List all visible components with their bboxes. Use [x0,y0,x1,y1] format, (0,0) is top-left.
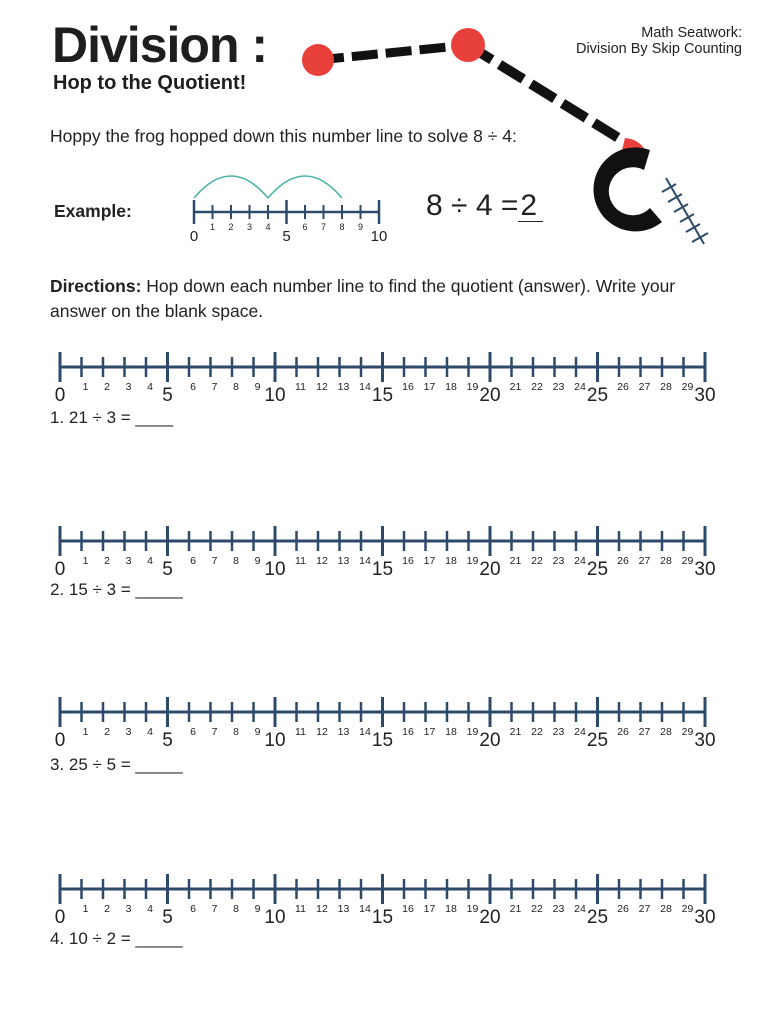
number-line-1-label-12: 12 [316,381,328,393]
number-line-3 [50,690,720,755]
hop-arc-1 [194,176,268,198]
number-line-4-label-7: 7 [211,903,218,915]
number-line-2-label-9: 9 [254,555,261,567]
number-line-4-label-13: 13 [337,903,350,915]
problem-2: 2. 15 ÷ 3 = _____ [50,580,183,599]
number-line-1-label-8: 8 [233,381,239,393]
example-label: Example: [54,201,132,221]
example-number-line-label-2: 2 [228,222,234,232]
example-number-line-label-0: 0 [189,228,199,245]
number-line-1-label-13: 13 [337,381,350,393]
number-line-2-label-29: 29 [681,555,694,567]
number-line-4-label-27: 27 [638,903,651,915]
number-line-3-label-21: 21 [509,726,522,738]
number-line-2-label-0: 0 [54,559,66,580]
number-line-4-label-3: 3 [125,903,132,915]
seatwork-line-2: Division By Skip Counting [575,41,742,57]
example-equation [426,189,543,223]
number-line-1-label-26: 26 [617,381,629,393]
example-number-line-label-8: 8 [339,222,345,232]
frog-toe-ruler [666,178,704,244]
number-line-2-label-12: 12 [316,555,328,567]
number-line-2-label-3: 3 [125,555,132,567]
number-line-2-label-14: 14 [359,555,371,567]
number-line-2-label-13: 13 [337,555,350,567]
number-line-4-label-19: 19 [466,903,479,915]
number-line-4-label-16: 16 [402,903,414,915]
number-line-1-label-5: 5 [162,385,173,406]
number-line-2-label-19: 19 [466,555,479,567]
number-line-2-label-20: 20 [479,559,501,580]
number-line-3-label-20: 20 [479,730,501,751]
hop-arc-2 [268,176,342,198]
number-line-3-label-16: 16 [402,726,414,738]
page-subtitle: Hop to the Quotient! [53,72,247,94]
example-number-line-label-9: 9 [357,222,364,232]
number-line-2-label-30: 30 [694,559,716,580]
frog-foot-c [593,147,662,231]
number-line-1-label-15: 15 [371,385,394,406]
number-line-2-label-16: 16 [402,555,414,567]
number-line-2-label-22: 22 [531,555,543,567]
number-line-2-label-1: 1 [82,555,89,567]
directions-text [50,274,710,324]
number-line-4-label-18: 18 [445,903,457,915]
number-line-2-label-6: 6 [190,555,196,567]
number-line-1-label-20: 20 [479,385,501,406]
number-line-1-label-0: 0 [54,385,66,406]
page-title: Division : [52,17,268,73]
directions-lead: Directions: [50,276,142,296]
number-line-1-label-3: 3 [125,381,132,393]
number-line-4-label-29: 29 [681,903,694,915]
number-line-1-label-1: 1 [82,381,89,393]
number-line-3-label-19: 19 [466,726,479,738]
number-line-4-label-24: 24 [574,903,586,915]
example-number-line-label-5: 5 [282,228,291,245]
intro-text: Hoppy the frog hopped down this number line to solve 8 ÷ 4: [50,126,517,146]
number-line-1-label-21: 21 [509,381,522,393]
number-line-3-label-13: 13 [337,726,350,738]
number-line-3-label-0: 0 [54,730,66,751]
number-line-3-label-15: 15 [371,730,394,751]
seatwork-line-1: Math Seatwork: [641,25,742,41]
example-number-line-label-4: 4 [265,222,271,232]
number-line-4 [50,867,720,932]
number-line-4-label-22: 22 [531,903,543,915]
number-line-3-label-18: 18 [445,726,457,738]
number-line-1-label-25: 25 [586,385,609,406]
number-line-4-label-25: 25 [586,907,609,928]
number-line-3-label-11: 11 [295,726,306,738]
number-line-1-label-16: 16 [402,381,414,393]
number-line-1-label-11: 11 [295,381,306,393]
number-line-2-label-8: 8 [233,555,239,567]
number-line-3-label-5: 5 [162,730,173,751]
number-line-3-label-24: 24 [574,726,586,738]
number-line-3-label-2: 2 [104,726,110,738]
number-line-1-label-28: 28 [660,381,672,393]
number-line-3-label-17: 17 [423,726,436,738]
leg-joint-dot-1 [302,44,334,76]
number-line-2-label-10: 10 [264,559,286,580]
number-line-2-label-2: 2 [104,555,110,567]
example-number-line-label-10: 10 [370,228,388,245]
number-line-3-label-25: 25 [586,730,609,751]
number-line-3-label-7: 7 [211,726,218,738]
number-line-1-label-19: 19 [466,381,479,393]
number-line-3-label-8: 8 [233,726,239,738]
number-line-2-label-25: 25 [586,559,609,580]
number-line-1-label-24: 24 [574,381,586,393]
number-line-4-label-26: 26 [617,903,629,915]
example-answer: 2 [518,191,543,222]
number-line-3-label-6: 6 [190,726,196,738]
number-line-4-label-12: 12 [316,903,328,915]
number-line-1-label-18: 18 [445,381,457,393]
number-line-3-label-30: 30 [694,730,716,751]
number-line-1-label-7: 7 [211,381,218,393]
number-line-1-label-6: 6 [190,381,196,393]
leg-dash-1 [318,45,468,60]
number-line-4-label-8: 8 [233,903,239,915]
number-line-1-label-9: 9 [254,381,261,393]
number-line-4-label-30: 30 [694,907,716,928]
number-line-2-label-4: 4 [147,555,153,567]
number-line-3-label-9: 9 [254,726,261,738]
number-line-4-label-15: 15 [371,907,394,928]
number-line-4-label-1: 1 [82,903,89,915]
number-line-4-label-21: 21 [509,903,522,915]
number-line-4-label-0: 0 [54,907,66,928]
number-line-4-label-28: 28 [660,903,672,915]
number-line-3-label-4: 4 [147,726,153,738]
number-line-4-label-23: 23 [552,903,565,915]
number-line-4-label-14: 14 [359,903,371,915]
number-line-3-label-14: 14 [359,726,371,738]
number-line-2-label-24: 24 [574,555,586,567]
number-line-4-label-4: 4 [147,903,153,915]
example-number-line-label-6: 6 [302,222,308,232]
example-number-line-label-1: 1 [209,222,216,232]
number-line-3-label-26: 26 [617,726,629,738]
number-line-3-label-29: 29 [681,726,694,738]
number-line-4-label-20: 20 [479,907,501,928]
problem-1: 1. 21 ÷ 3 = ____ [50,408,174,427]
number-line-3-label-10: 10 [264,730,286,751]
example-equation-left: 8 ÷ 4 = [426,189,519,222]
example-number-line-label-7: 7 [320,222,327,232]
number-line-2-label-21: 21 [509,555,522,567]
number-line-2-label-26: 26 [617,555,629,567]
number-line-1-label-23: 23 [552,381,565,393]
number-line-1-label-22: 22 [531,381,543,393]
directions-body: Hop down each number line to find the quotient (answer). Write your answer on the blank space. [50,276,676,321]
number-line-4-label-10: 10 [264,907,286,928]
number-line-2-label-17: 17 [423,555,436,567]
number-line-2-label-28: 28 [660,555,672,567]
problem-3: 3. 25 ÷ 5 = _____ [50,755,183,774]
number-line-3-label-3: 3 [125,726,132,738]
number-line-3-label-27: 27 [638,726,651,738]
number-line-1-label-14: 14 [359,381,371,393]
number-line-3-label-22: 22 [531,726,543,738]
number-line-2-label-27: 27 [638,555,651,567]
number-line-4-label-9: 9 [254,903,261,915]
number-line-2-label-5: 5 [162,559,173,580]
number-line-4-label-5: 5 [162,907,173,928]
number-line-1-label-29: 29 [681,381,694,393]
number-line-2-label-15: 15 [371,559,394,580]
number-line-2-label-18: 18 [445,555,457,567]
number-line-4-label-6: 6 [190,903,196,915]
number-line-3-label-28: 28 [660,726,672,738]
number-line-1-label-27: 27 [638,381,651,393]
example-number-line [185,165,395,250]
problem-4: 4. 10 ÷ 2 = _____ [50,929,183,948]
number-line-1-label-10: 10 [264,385,286,406]
number-line-1-label-2: 2 [104,381,110,393]
example-number-line-label-3: 3 [246,222,253,232]
number-line-3-label-23: 23 [552,726,565,738]
number-line-1 [50,345,720,410]
number-line-2-label-7: 7 [211,555,218,567]
number-line-2-label-23: 23 [552,555,565,567]
number-line-2-label-11: 11 [295,555,306,567]
number-line-3-label-1: 1 [82,726,89,738]
number-line-1-label-30: 30 [694,385,716,406]
number-line-4-label-17: 17 [423,903,436,915]
number-line-4-label-2: 2 [104,903,110,915]
number-line-3-label-12: 12 [316,726,328,738]
leg-joint-dot-2 [451,28,485,62]
number-line-4-label-11: 11 [295,903,306,915]
number-line-1-label-17: 17 [423,381,436,393]
number-line-2 [50,519,720,584]
number-line-1-label-4: 4 [147,381,153,393]
